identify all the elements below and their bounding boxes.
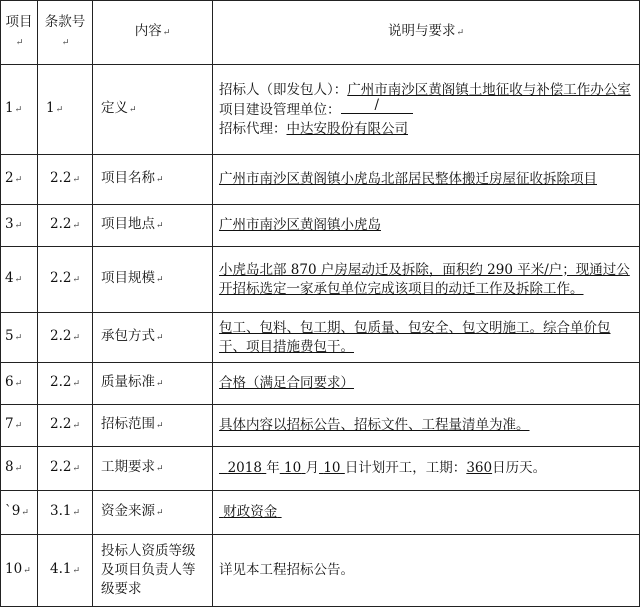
row-clause: 2.2↵ — [38, 405, 93, 447]
header-clause: 条款号↵ — [38, 1, 93, 65]
table-row — [1, 535, 640, 607]
row-content: 定义↵ — [93, 65, 213, 155]
row-content: 工期要求↵ — [93, 447, 213, 491]
header-desc: 说明与要求↵ — [213, 1, 640, 65]
row-desc: 广州市南沙区黄阁镇小虎岛 — [213, 205, 640, 247]
row-num: 10↵ — [1, 535, 38, 607]
row-clause: 2.2↵ — [38, 363, 93, 405]
table-row — [1, 205, 640, 247]
table-row — [1, 247, 640, 313]
row-desc — [213, 65, 640, 155]
agent-line: 招标代理：中达安股份有限公司 — [219, 120, 408, 137]
table-row — [1, 313, 640, 363]
row-num: 2↵ — [1, 155, 38, 205]
header-content: 内容↵ — [93, 1, 213, 65]
row-desc: 具体内容以招标公告、招标文件、工程量清单为准。 — [213, 405, 640, 447]
table-row — [1, 155, 640, 205]
row-num: 6↵ — [1, 363, 38, 405]
row-clause: 2.2↵ — [38, 313, 93, 363]
row-desc: 详见本工程招标公告。 — [213, 535, 640, 607]
row-desc: 财政资金 — [213, 491, 640, 535]
table-row — [1, 65, 640, 155]
table-header-row — [1, 1, 640, 65]
row-content: 招标范围↵ — [93, 405, 213, 447]
row-content: 承包方式↵ — [93, 313, 213, 363]
tenderee-line: 招标人（即发包人）：广州市南沙区黄阁镇土地征收与补偿工作办公室 — [219, 81, 631, 98]
row-content: 质量标准↵ — [93, 363, 213, 405]
row-clause: 2.2↵ — [38, 247, 93, 313]
table-row — [1, 491, 640, 535]
table-row — [1, 405, 640, 447]
row-desc: 合格（满足合同要求） — [213, 363, 640, 405]
row-content: 项目地点↵ — [93, 205, 213, 247]
row-clause: 1↵ — [38, 65, 93, 155]
row-num: 8↵ — [1, 447, 38, 491]
row-clause: 2.2↵ — [38, 155, 93, 205]
row-clause: 4.1↵ — [38, 535, 93, 607]
row-content: 资金来源↵ — [93, 491, 213, 535]
row-content: 项目名称↵ — [93, 155, 213, 205]
mgmt-line: 项目建设管理单位： / — [219, 100, 633, 120]
row-num: `9↵ — [1, 491, 38, 535]
row-desc: 包工、包料、包工期、包质量、包安全、包文明施工。综合单价包干、项目措施费包干。 — [213, 313, 640, 363]
row-clause: 2.2↵ — [38, 205, 93, 247]
row-content: 项目规模↵ — [93, 247, 213, 313]
row-desc: 小虎岛北部 870 户房屋动迁及拆除，面积约 290 平米/户；现通过公开招标选定一家承包单位完成该项目的动迁工作及拆除工作。 — [213, 247, 640, 313]
row-num: 5↵ — [1, 313, 38, 363]
row-num: 7↵ — [1, 405, 38, 447]
row-content: 投标人资质等级及项目负责人等级要求 — [93, 535, 213, 607]
row-desc: 2018 年 10 月 10 日计划开工，工期：360日历天。 — [213, 447, 640, 491]
row-num: 3↵ — [1, 205, 38, 247]
table-row — [1, 363, 640, 405]
table-row — [1, 447, 640, 491]
row-num: 4↵ — [1, 247, 38, 313]
row-clause: 2.2↵ — [38, 447, 93, 491]
header-item: 项目↵ — [1, 1, 38, 65]
row-desc: 广州市南沙区黄阁镇小虎岛北部居民整体搬迁房屋征收拆除项目 — [213, 155, 640, 205]
row-clause: 3.1↵ — [38, 491, 93, 535]
row-num: 1↵ — [1, 65, 38, 155]
